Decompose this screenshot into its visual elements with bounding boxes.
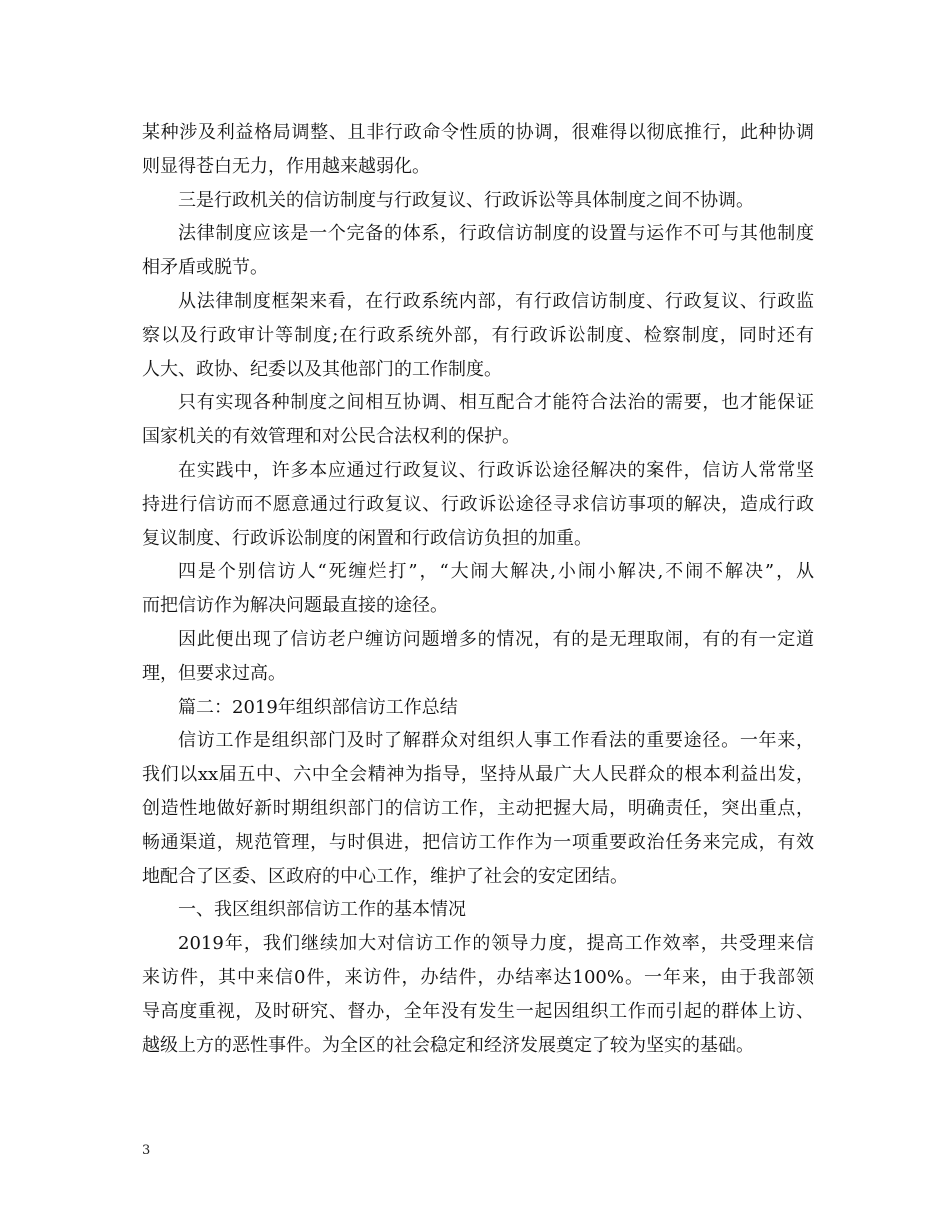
text-line: 察以及行政审计等制度;在行政系统外部，有行政诉讼制度、检察制度，同时还有	[142, 324, 814, 346]
text-line: 国家机关的有效管理和对公民合法权利的保护。	[142, 426, 520, 448]
text-line: 持进行信访而不愿意通过行政复议、行政诉讼途径寻求信访事项的解决，造成行政	[142, 493, 814, 515]
text-line: 理，但要求过高。	[142, 662, 286, 684]
page-number: 3	[142, 1143, 151, 1158]
text-line: 三是行政机关的信访制度与行政复议、行政诉讼等具体制度之间不协调。	[178, 189, 754, 211]
text-line: 我们以xx届五中、六中全会精神为指导，坚持从最广大人民群众的根本利益出发，	[142, 764, 814, 786]
text-line: 畅通渠道，规范管理，与时俱进，把信访工作作为一项重要政治任务来完成，有效	[142, 831, 814, 853]
text-line: 法律制度应该是一个完备的体系，行政信访制度的设置与运作不可与其他制度	[178, 223, 814, 245]
text-line: 2019年，我们继续加大对信访工作的领导力度，提高工作效率，共受理来信	[178, 933, 814, 955]
text-line: 越级上方的恶性事件。为全区的社会稳定和经济发展奠定了较为坚实的基础。	[142, 1034, 754, 1056]
text-line: 则显得苍白无力，作用越来越弱化。	[142, 155, 430, 177]
text-line: 信访工作是组织部门及时了解群众对组织人事工作看法的重要途径。一年来，	[178, 730, 814, 752]
section-heading: 一、我区组织部信访工作的基本情况	[178, 899, 466, 921]
text-line: 地配合了区委、区政府的中心工作，维护了社会的安定团结。	[142, 865, 628, 887]
text-line: 从法律制度框架来看，在行政系统内部，有行政信访制度、行政复议、行政监	[178, 290, 814, 312]
text-line: 四是个别信访人“死缠烂打”，“大闹大解决,小闹小解决,不闹不解决”，从	[178, 561, 814, 583]
text-line: 因此便出现了信访老户缠访问题增多的情况，有的是无理取闹，有的有一定道	[178, 628, 814, 650]
text-line: 人大、政协、纪委以及其他部门的工作制度。	[142, 358, 502, 380]
text-line: 来访件，其中来信0件，来访件，办结件，办结率达100%。一年来，由于我部领	[142, 966, 814, 988]
text-line: 导高度重视，及时研究、督办，全年没有发生一起因组织工作而引起的群体上访、	[142, 1000, 814, 1022]
body-text	[142, 116, 814, 1062]
text-line: 在实践中，许多本应通过行政复议、行政诉讼途径解决的案件，信访人常常坚	[178, 459, 814, 481]
text-line: 而把信访作为解决问题最直接的途径。	[142, 595, 448, 617]
text-line: 复议制度、行政诉讼制度的闲置和行政信访负担的加重。	[142, 527, 592, 549]
text-line: 只有实现各种制度之间相互协调、相互配合才能符合法治的需要，也才能保证	[178, 392, 814, 414]
text-line: 创造性地做好新时期组织部门的信访工作，主动把握大局，明确责任，突出重点，	[142, 797, 814, 819]
text-line: 相矛盾或脱节。	[142, 257, 268, 279]
section-heading: 篇二：2019年组织部信访工作总结	[178, 696, 458, 718]
text-line: 某种涉及利益格局调整、且非行政命令性质的协调，很难得以彻底推行，此种协调	[142, 122, 814, 143]
